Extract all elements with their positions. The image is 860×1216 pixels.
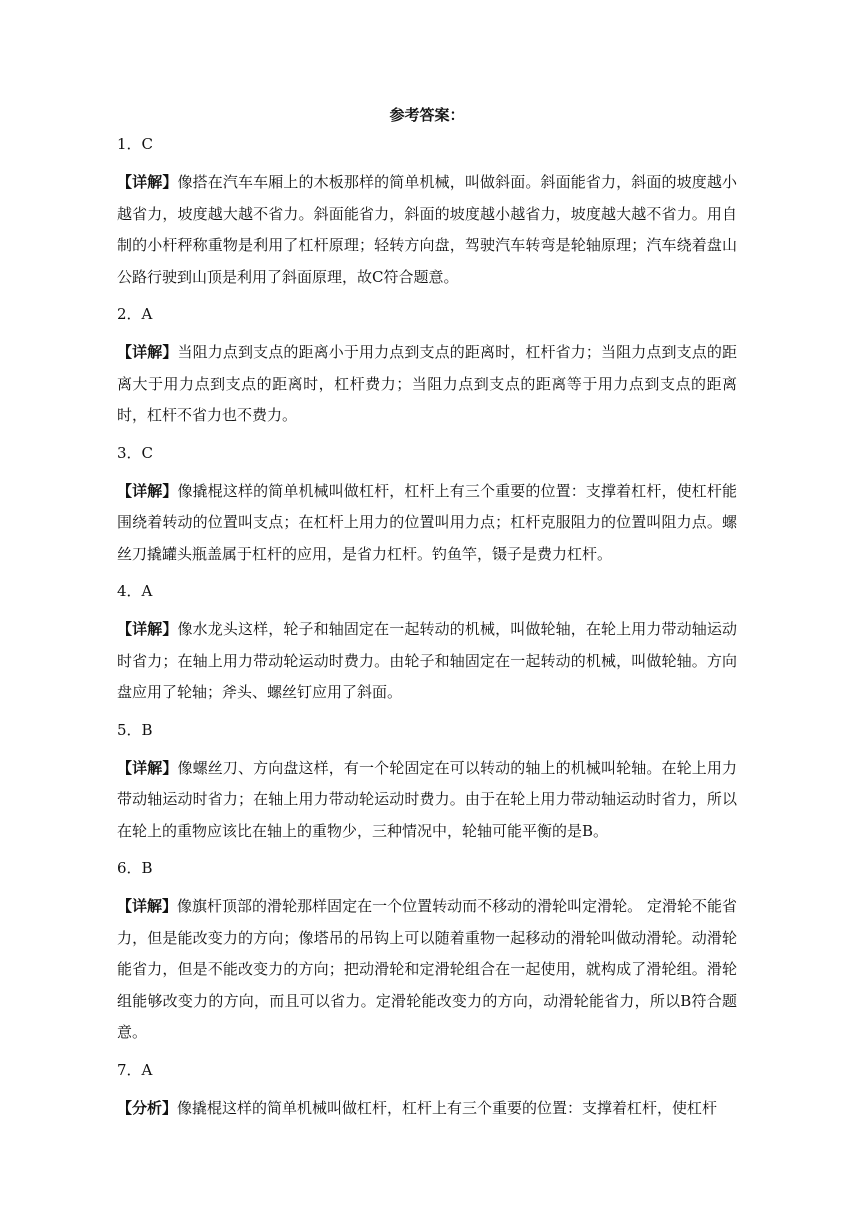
explanation-text: 像搭在汽车车厢上的木板那样的简单机械，叫做斜面。斜面能省力，斜面的坡度越小越省力，坡度越大越不省力。斜面能省力，斜面的坡度越小越省力，坡度越大越不省力。用自制的小杆秤称重物是利用了杠杆原理；轻转方向盘，驾驶汽车转弯是轮轴原理；汽车绕着盘山公路行驶到山顶是利用了斜面原理，故C符合题意。 bbox=[117, 173, 737, 286]
question-explanation-7 bbox=[117, 1093, 737, 1125]
question-explanation-5 bbox=[117, 753, 737, 848]
page-title: 参考答案： bbox=[389, 106, 465, 124]
question-explanation-3 bbox=[117, 476, 737, 571]
question-number-3: 3．C bbox=[117, 443, 154, 462]
explanation-text: 像旗杆顶部的滑轮那样固定在一个位置转动而不移动的滑轮叫定滑轮。 定滑轮不能省力，但是能改变力的方向；像塔吊的吊钩上可以随着重物一起移动的滑轮叫做动滑轮。动滑轮能省力，但是不能改变力的方向；把动滑轮和定滑轮组合在一起使用，就构成了滑轮组。滑轮组能够改变力的方向，而且可以省力。定滑轮能改变力的方向，动滑轮能省力，所以B符合题意。 bbox=[117, 897, 737, 1041]
question-explanation-1 bbox=[117, 167, 737, 293]
explanation-text: 像撬棍这样的简单机械叫做杠杆，杠杆上有三个重要的位置：支撑着杠杆，使杠杆 bbox=[177, 1098, 718, 1117]
explanation-text: 像水龙头这样，轮子和轴固定在一起转动的机械，叫做轮轴，在轮上用力带动轴运动时省力；在轴上用力带动轮运动时费力。由轮子和轴固定在一起转动的机械，叫做轮轴。方向盘应用了轮轴；斧头、螺丝钉应用了斜面。 bbox=[117, 620, 737, 701]
question-number-5: 5．B bbox=[117, 720, 153, 739]
explanation-text: 像螺丝刀、方向盘这样，有一个轮固定在可以转动的轴上的机械叫轮轴。在轮上用力带动轴运动时省力；在轴上用力带动轮运动时费力。由于在轮上用力带动轴运动时省力，所以在轮上的重物应该比在轴上的重物少，三种情况中，轮轴可能平衡的是B。 bbox=[117, 758, 737, 840]
question-number-1: 1．C bbox=[117, 135, 154, 153]
explanation-text: 像撬棍这样的简单机械叫做杠杆，杠杆上有三个重要的位置：支撑着杠杆，使杠杆能围绕着转动的位置叫支点；在杠杆上用力的位置叫用力点；杠杆克服阻力的位置叫阻力点。螺丝刀撬罐头瓶盖属于杠杆的应用，是省力杠杆。钓鱼竿，镊子是费力杠杆。 bbox=[117, 481, 737, 563]
question-explanation-2 bbox=[117, 337, 737, 432]
explanation-tag: 【详解】 bbox=[117, 758, 178, 777]
question-explanation-6 bbox=[117, 891, 737, 1049]
question-number-4: 4．A bbox=[117, 582, 153, 600]
explanation-tag: 【详解】 bbox=[117, 173, 178, 191]
answer-content bbox=[117, 103, 737, 1134]
explanation-tag: 【详解】 bbox=[117, 481, 178, 500]
explanation-tag: 【分析】 bbox=[117, 1098, 178, 1117]
question-number-2: 2．A bbox=[117, 305, 153, 323]
explanation-text: 当阻力点到支点的距离小于用力点到支点的距离时，杠杆省力；当阻力点到支点的距离大于用力点到支点的距离时，杠杆费力；当阻力点到支点的距离等于用力点到支点的距离时，杠杆不省力也不费力。 bbox=[117, 343, 737, 424]
explanation-tag: 【详解】 bbox=[117, 897, 178, 915]
question-number-6: 6．B bbox=[117, 859, 153, 877]
explanation-tag: 【详解】 bbox=[117, 620, 178, 638]
question-explanation-4 bbox=[117, 614, 737, 709]
explanation-tag: 【详解】 bbox=[117, 343, 178, 361]
question-number-7: 7．A bbox=[117, 1060, 153, 1079]
